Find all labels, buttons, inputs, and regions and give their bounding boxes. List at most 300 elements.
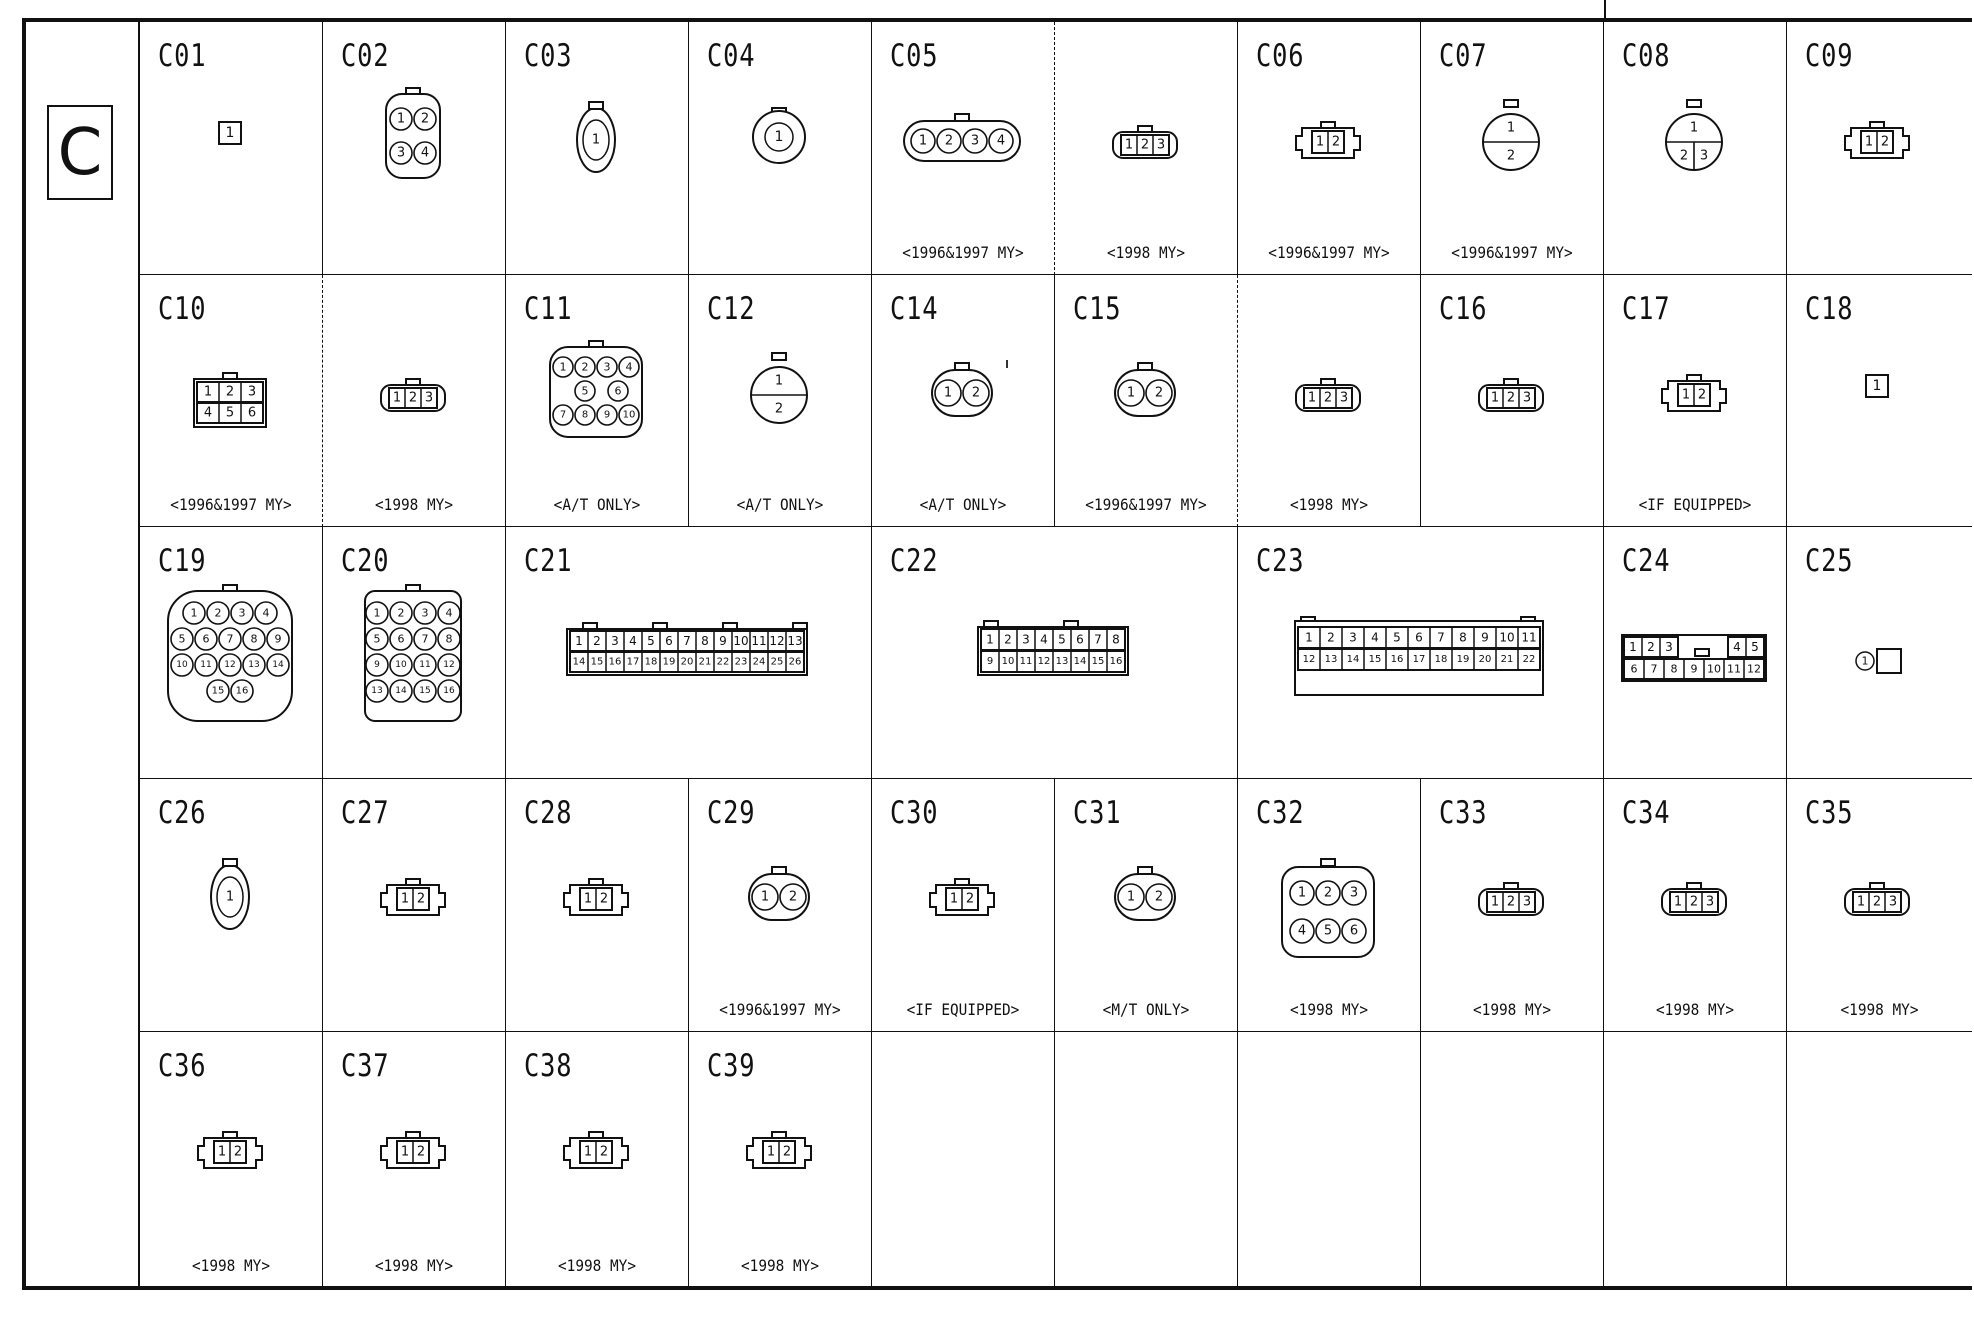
svg-text:5: 5 [1393,630,1401,645]
svg-text:24: 24 [752,656,766,668]
svg-text:13: 13 [1324,654,1338,665]
svg-text:1: 1 [1864,134,1874,150]
svg-text:3: 3 [1665,640,1673,654]
square-1-pin-icon [140,22,323,275]
svg-text:8: 8 [1112,632,1120,647]
svg-text:5: 5 [1323,923,1333,939]
connector-cell-c23 [1238,527,1604,779]
connector-cell-c22 [872,527,1238,779]
connector-cell-c05 [872,22,1055,275]
svg-text:2: 2 [581,360,589,374]
2-pin-round-split-icon [689,275,872,527]
svg-text:1: 1 [591,132,601,148]
svg-text:3: 3 [424,390,434,406]
svg-text:12: 12 [1302,654,1316,665]
svg-text:10: 10 [176,660,188,670]
svg-text:1: 1 [949,891,959,907]
svg-text:9: 9 [986,656,994,667]
connector-note: <1996&1997 MY> [1268,243,1390,262]
svg-text:1: 1 [1689,120,1699,136]
stray-mark [1006,360,1008,368]
connector-code: C03 [524,38,573,74]
svg-text:20: 20 [1478,654,1492,665]
connector-cell-c24 [1604,527,1787,779]
svg-text:13: 13 [371,686,383,696]
svg-text:7: 7 [559,409,567,421]
connector-note: <1998 MY> [1289,1000,1369,1019]
svg-text:16: 16 [443,686,455,696]
svg-text:26: 26 [788,656,802,668]
svg-text:6: 6 [1076,632,1084,647]
svg-text:1: 1 [400,1144,410,1160]
connector-code: C21 [524,543,573,579]
svg-text:2: 2 [233,1144,243,1160]
connector-code: C19 [158,543,207,579]
connector-cell-c18 [1787,275,1972,527]
svg-text:2: 2 [1331,134,1341,150]
svg-text:1: 1 [774,373,784,389]
svg-text:15: 15 [419,686,431,696]
connector-note: <1998 MY> [740,1256,820,1275]
connector-cell-c15 [1055,275,1238,527]
connector-note: <1998 MY> [374,495,454,514]
26-pin-connector-icon [506,527,872,779]
svg-text:5: 5 [1751,640,1759,654]
svg-text:7: 7 [683,634,691,648]
svg-text:11: 11 [751,634,767,648]
connector-cell-c14 [872,275,1055,527]
svg-text:3: 3 [1699,148,1709,164]
svg-text:5: 5 [647,634,655,648]
svg-text:11: 11 [419,660,431,670]
svg-text:2: 2 [1323,885,1333,901]
connector-cell-c04 [689,22,872,275]
svg-text:23: 23 [734,656,748,668]
svg-text:6: 6 [202,632,210,646]
svg-text:12: 12 [769,634,785,648]
svg-text:1: 1 [1861,654,1869,668]
connector-code: C10 [158,291,207,327]
svg-text:7: 7 [226,632,234,646]
svg-text:3: 3 [611,634,619,648]
svg-text:1: 1 [1673,894,1683,910]
connector-note: <1996&1997 MY> [902,243,1024,262]
svg-text:2: 2 [1697,387,1707,403]
connector-cell-c19 [140,527,323,779]
svg-text:8: 8 [250,632,258,646]
connector-cell-c38 [506,1032,689,1288]
svg-text:1: 1 [1681,387,1691,403]
2-pin-connector-icon [140,1032,323,1288]
connector-cell-c36 [140,1032,323,1288]
svg-text:2: 2 [788,889,798,905]
svg-text:18: 18 [644,656,658,668]
connector-cell-variant [1055,1032,1238,1288]
svg-text:1: 1 [1856,894,1866,910]
connector-note: <1996&1997 MY> [170,495,292,514]
connector-code: C32 [1256,795,1305,831]
connector-note: <A/T ONLY> [736,495,824,514]
connector-cell-c06 [1238,22,1421,275]
svg-text:3: 3 [247,384,257,400]
svg-text:10: 10 [733,634,749,648]
connector-code: C37 [341,1048,390,1084]
svg-text:2: 2 [214,606,222,620]
connector-cell-variant [872,1032,1055,1288]
connector-code: C12 [707,291,756,327]
16-pin-connector-icon [872,527,1238,779]
svg-text:2: 2 [420,111,430,127]
svg-text:2: 2 [1872,894,1882,910]
svg-text:2: 2 [1880,134,1890,150]
svg-text:2: 2 [1327,630,1335,645]
svg-text:2: 2 [1506,894,1516,910]
connector-code: C02 [341,38,390,74]
svg-text:2: 2 [1323,390,1333,406]
svg-text:1: 1 [943,385,953,401]
svg-text:19: 19 [662,656,676,668]
svg-text:25: 25 [770,656,784,668]
connector-cell-c08 [1604,22,1787,275]
svg-text:5: 5 [1058,632,1066,647]
svg-text:7: 7 [421,632,429,646]
connector-note: <1998 MY> [1655,1000,1735,1019]
svg-text:3: 3 [970,133,980,149]
connector-code: C36 [158,1048,207,1084]
svg-text:5: 5 [373,632,381,646]
svg-text:6: 6 [247,405,257,421]
2-pin-connector-icon [506,779,689,1032]
connector-code: C26 [158,795,207,831]
svg-text:5: 5 [178,632,186,646]
svg-text:1: 1 [217,1144,227,1160]
svg-text:10: 10 [1001,656,1015,667]
svg-text:2: 2 [782,1144,792,1160]
svg-text:1: 1 [1315,134,1325,150]
4-pin-round-connector-icon [323,22,506,275]
connector-cell-c32 [1238,779,1421,1032]
svg-text:3: 3 [1888,894,1898,910]
connector-note: <1998 MY> [1106,243,1186,262]
connector-cell-c07 [1421,22,1604,275]
svg-text:11: 11 [1521,630,1537,645]
svg-text:1: 1 [373,606,381,620]
svg-text:8: 8 [1670,662,1678,676]
connector-code: C20 [341,543,390,579]
connector-code: C15 [1073,291,1122,327]
connector-cell-c01 [140,22,323,275]
svg-text:3: 3 [1349,885,1359,901]
connector-cell-variant [1787,1032,1972,1288]
svg-text:10: 10 [395,660,407,670]
svg-text:4: 4 [1040,632,1048,647]
svg-text:1: 1 [918,133,928,149]
3-pin-connector-icon [1055,22,1238,275]
svg-text:2: 2 [944,133,954,149]
connector-code: C07 [1439,38,1488,74]
connector-cell-c21 [506,527,872,779]
connector-note: <1998 MY> [374,1256,454,1275]
svg-text:12: 12 [1747,662,1761,676]
connector-code: C17 [1622,291,1671,327]
10-pin-round-connector-icon [506,275,689,527]
svg-text:12: 12 [224,660,236,670]
svg-text:1: 1 [1297,885,1307,901]
connector-code: C04 [707,38,756,74]
connector-code: C14 [890,291,939,327]
svg-text:1: 1 [559,360,567,374]
svg-text:9: 9 [1481,630,1489,645]
svg-text:1: 1 [225,125,235,141]
svg-text:1: 1 [400,891,410,907]
connector-code: C38 [524,1048,573,1084]
svg-text:12: 12 [443,660,455,670]
svg-text:4: 4 [1733,640,1741,654]
svg-text:4: 4 [203,405,213,421]
2-pin-round-connector-icon [1055,779,1238,1032]
svg-text:1: 1 [1506,120,1516,136]
connector-cell-c20 [323,527,506,779]
connector-cell-c03 [506,22,689,275]
svg-text:13: 13 [248,660,260,670]
connector-cell-c30 [872,779,1055,1032]
connector-code: C30 [890,795,939,831]
svg-text:8: 8 [581,409,589,421]
svg-text:9: 9 [374,660,380,670]
svg-text:1: 1 [225,889,235,905]
svg-text:1: 1 [1490,894,1500,910]
svg-text:2: 2 [1506,148,1516,164]
3-pin-connector-icon [1421,275,1604,527]
svg-text:3: 3 [1339,390,1349,406]
svg-text:2: 2 [408,390,418,406]
svg-text:3: 3 [1349,630,1357,645]
connector-cell-variant [323,275,506,527]
svg-text:2: 2 [599,891,609,907]
svg-text:1: 1 [1490,390,1500,406]
connector-code: C27 [341,795,390,831]
svg-text:1: 1 [1126,889,1136,905]
16-pin-round-connector-icon [140,527,323,779]
svg-text:16: 16 [608,656,622,668]
connector-code: C33 [1439,795,1488,831]
svg-text:21: 21 [698,656,712,668]
svg-text:14: 14 [1073,656,1087,667]
connector-code: C05 [890,38,939,74]
svg-text:1: 1 [392,390,402,406]
connector-cell-c17 [1604,275,1787,527]
svg-text:7: 7 [1437,630,1445,645]
connector-code: C11 [524,291,573,327]
svg-text:2: 2 [599,1144,609,1160]
svg-text:2: 2 [1506,390,1516,406]
connector-code: C23 [1256,543,1305,579]
svg-text:2: 2 [416,891,426,907]
connector-cell-c10 [140,275,323,527]
6-pin-box-connector-icon [140,275,323,527]
svg-text:2: 2 [397,606,405,620]
svg-text:22: 22 [716,656,730,668]
connector-note: <1996&1997 MY> [1085,495,1207,514]
connector-note: <1998 MY> [191,1256,271,1275]
3-pin-connector-icon [1787,779,1972,1032]
svg-text:1: 1 [986,632,994,647]
svg-text:4: 4 [445,606,453,620]
svg-text:2: 2 [416,1144,426,1160]
2-pin-round-connector-icon [689,779,872,1032]
svg-text:11: 11 [200,660,212,670]
svg-text:1: 1 [766,1144,776,1160]
svg-text:1: 1 [774,129,784,145]
2-pin-round-connector-icon [1055,275,1238,527]
svg-text:9: 9 [719,634,727,648]
svg-text:14: 14 [272,660,284,670]
connector-code: C28 [524,795,573,831]
connector-note: <1998 MY> [1472,1000,1552,1019]
connector-cell-variant [1055,22,1238,275]
connector-code: C29 [707,795,756,831]
connector-code: C09 [1805,38,1854,74]
connector-cell-c27 [323,779,506,1032]
connector-cell-c28 [506,779,689,1032]
svg-text:8: 8 [445,632,453,646]
connector-code: C18 [1805,291,1854,327]
1-pin-oval-connector-icon [506,22,689,275]
connector-cell-c29 [689,779,872,1032]
svg-text:15: 15 [211,685,225,697]
svg-text:7: 7 [1094,632,1102,647]
svg-text:6: 6 [397,632,405,646]
connector-code: C01 [158,38,207,74]
svg-text:6: 6 [665,634,673,648]
3-pin-connector-icon [1604,779,1787,1032]
connector-note: <A/T ONLY> [553,495,641,514]
connector-cell-c16 [1421,275,1604,527]
12-pin-connector-icon [1604,527,1787,779]
connector-cell-c39 [689,1032,872,1288]
svg-text:4: 4 [420,145,430,161]
svg-text:1: 1 [760,889,770,905]
svg-text:3: 3 [421,606,429,620]
svg-text:20: 20 [680,656,694,668]
connector-cell-c12 [689,275,872,527]
svg-text:14: 14 [395,686,407,696]
svg-text:2: 2 [225,384,235,400]
connector-note: <1996&1997 MY> [1451,243,1573,262]
connector-note: <1998 MY> [1840,1000,1919,1019]
1-pin-terminal-icon [1787,527,1972,779]
2-pin-connector-icon [1604,275,1787,527]
2-pin-connector-icon [1238,22,1421,275]
connector-cell-c34 [1604,779,1787,1032]
3-pin-connector-icon [1421,779,1604,1032]
2-pin-connector-icon [689,1032,872,1288]
svg-text:3: 3 [1522,390,1532,406]
svg-text:2: 2 [593,634,601,648]
svg-text:2: 2 [1154,385,1164,401]
connector-code: C24 [1622,543,1671,579]
svg-text:17: 17 [626,656,640,668]
svg-text:14: 14 [1346,654,1360,665]
svg-text:2: 2 [1154,889,1164,905]
svg-text:1: 1 [1124,137,1134,153]
svg-text:4: 4 [1297,923,1307,939]
svg-text:9: 9 [274,632,282,646]
svg-text:1: 1 [575,634,583,648]
svg-text:1: 1 [583,891,593,907]
svg-text:4: 4 [262,606,270,620]
svg-text:14: 14 [572,656,586,668]
svg-text:4: 4 [625,360,633,374]
svg-text:2: 2 [1689,894,1699,910]
svg-text:16: 16 [1109,656,1123,667]
svg-text:8: 8 [1459,630,1467,645]
square-1-pin-icon [1787,275,1972,527]
svg-text:1: 1 [1307,390,1317,406]
svg-text:4: 4 [1371,630,1379,645]
connector-cell-variant [1238,1032,1421,1288]
2-pin-round-connector-icon [872,275,1055,527]
svg-text:1: 1 [1305,630,1313,645]
svg-text:18: 18 [1434,654,1448,665]
connector-cell-c11 [506,275,689,527]
6-pin-round-connector-icon [1238,779,1421,1032]
svg-text:1: 1 [1629,640,1637,654]
svg-text:5: 5 [225,405,235,421]
connector-cell-c33 [1421,779,1604,1032]
svg-text:1: 1 [583,1144,593,1160]
svg-text:6: 6 [1349,923,1359,939]
svg-text:1: 1 [1872,378,1882,394]
svg-text:11: 11 [1019,656,1033,667]
top-edge-tick [1604,0,1606,18]
16-pin-square-connector-icon [323,527,506,779]
connector-note: <M/T ONLY> [1102,1000,1190,1019]
connector-cell-variant [1421,1032,1604,1288]
3-pin-connector-icon [1238,275,1421,527]
2-pin-connector-icon [323,1032,506,1288]
connector-code: C22 [890,543,939,579]
svg-text:19: 19 [1456,654,1470,665]
2-pin-round-split-icon [1421,22,1604,275]
2-pin-connector-icon [506,1032,689,1288]
svg-text:2: 2 [1004,632,1012,647]
svg-text:6: 6 [1415,630,1423,645]
section-strip [22,18,140,1290]
svg-text:5: 5 [581,384,589,398]
svg-text:3: 3 [238,606,246,620]
svg-text:3: 3 [1705,894,1715,910]
2-pin-connector-icon [323,779,506,1032]
svg-text:1: 1 [203,384,213,400]
connector-code: C39 [707,1048,756,1084]
connector-cell-c35 [1787,779,1972,1032]
connector-cell-variant [1238,275,1421,527]
22-pin-connector-icon [1238,527,1604,779]
connector-note: <1996&1997 MY> [719,1000,841,1019]
connector-cell-variant [1604,1032,1787,1288]
svg-text:16: 16 [235,685,249,697]
svg-text:2: 2 [965,891,975,907]
svg-text:13: 13 [787,634,803,648]
svg-text:3: 3 [1156,137,1166,153]
connector-code: C06 [1256,38,1305,74]
2-pin-connector-icon [872,779,1055,1032]
svg-text:3: 3 [1522,894,1532,910]
connector-code: C25 [1805,543,1854,579]
connector-code: C31 [1073,795,1122,831]
connector-note: <1998 MY> [1289,495,1369,514]
